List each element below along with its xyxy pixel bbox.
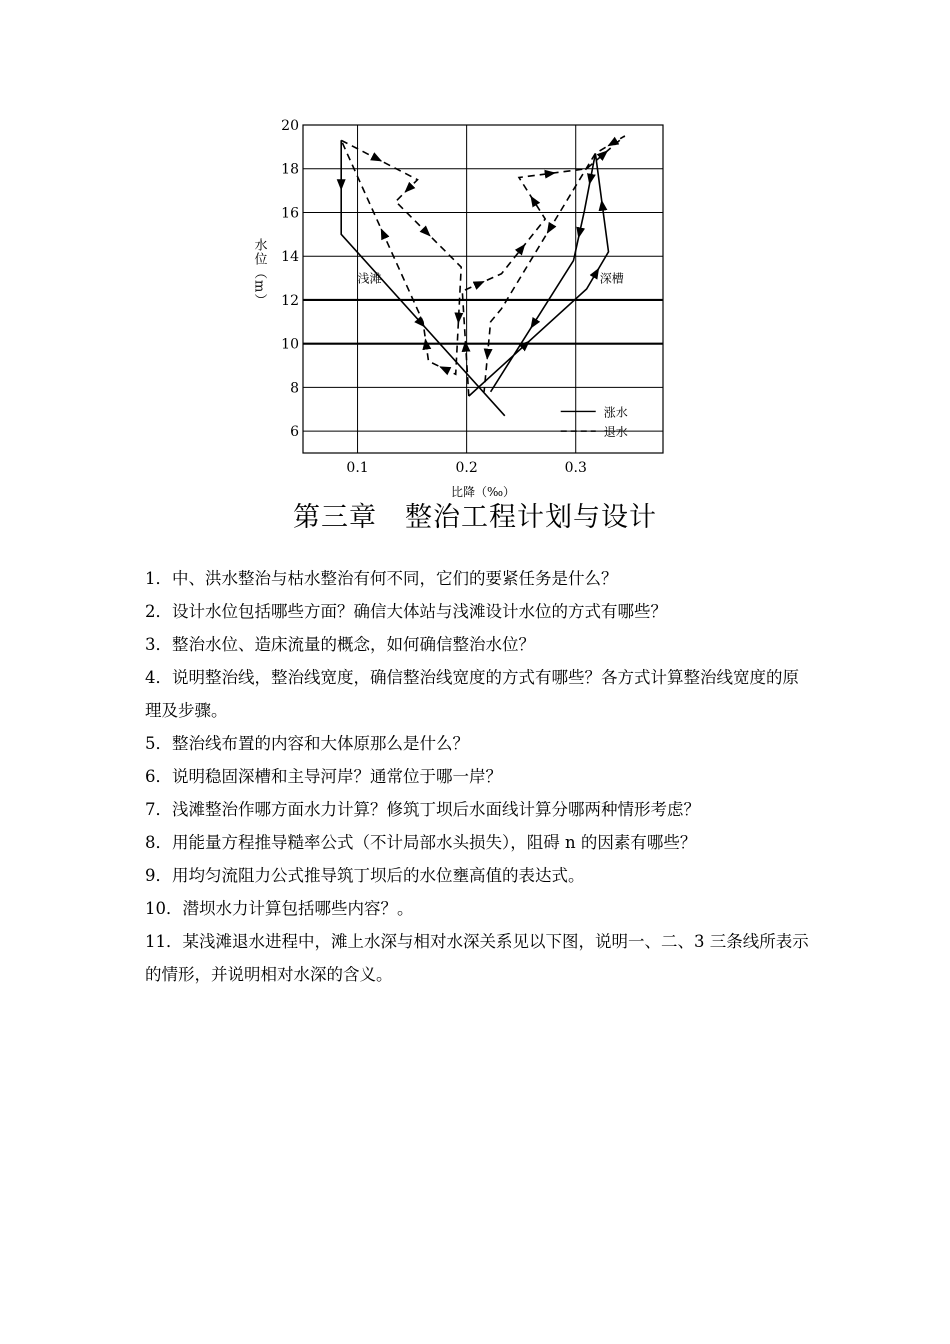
y-tick-label: 12 [281,292,299,309]
y-axis-label: 水位（m） [251,238,267,308]
legend [561,404,628,439]
legend-label-rising: 涨水 [603,405,628,420]
direction-arrow [531,197,535,204]
direction-arrow [487,351,488,359]
direction-arrow [579,230,581,238]
x-tick-label: 0.3 [564,460,587,476]
series-line-falling [341,140,461,374]
direction-arrow [476,282,483,285]
y-tick-label: 10 [281,336,299,353]
direction-arrow [424,230,430,236]
chapter-title: 第三章 整治工程计划与设计 [293,502,657,533]
question-item: 6．说明稳固深槽和主导河岸？通常位于哪一岸？ [145,767,502,786]
question-item: 11．某浅滩退水进程中，滩上水深与相对水深关系见以下图，说明一、二、3 三条线所表示的情形，并说明相对水深的含义。 [145,932,809,984]
y-tick-label: 14 [281,249,299,266]
direction-arrow [374,157,381,161]
direction-arrow [601,151,607,156]
x-tick-label: 0.1 [346,460,369,476]
question-item: 10．潜坝水力计算包括哪些内容？。 [145,899,414,918]
direction-arrow [608,142,615,146]
y-tick-label: 20 [281,118,299,134]
y-tick-label: 16 [281,205,299,222]
y-tick-label: 6 [290,424,299,441]
direction-arrow [595,269,599,276]
direction-arrow [547,226,551,233]
plot-frame [303,125,663,453]
question-item: 2．设计水位包括哪些方面？确信大体站与浅滩设计水位的方式有哪些？ [145,602,667,621]
annotation-shoal: 浅滩 [357,271,382,286]
x-axis-label: 比降（‰） [450,485,516,499]
direction-arrow [531,321,535,328]
direction-arrow [381,229,384,236]
question-item: 1．中、洪水整治与枯水整治有何不同，它们的要紧任务是什么？ [145,569,618,588]
stage-slope-chart [240,110,700,510]
question-item: 4．说明整治线，整治线宽度，确信整治线宽度的方式有哪些？各方式计算整治线宽度的原理及步骤。 [145,668,799,720]
direction-arrow [405,186,411,192]
legend-label-falling: 退水 [603,425,628,440]
question-item: 3．整治水位、造床流量的概念，如何确信整治水位？ [145,635,535,654]
direction-arrow [590,176,592,184]
direction-arrow [520,245,525,251]
y-tick-label: 18 [281,161,299,178]
question-list [145,562,815,991]
chart-svg [240,110,700,510]
direction-arrow [440,367,447,370]
y-tick-label: 8 [290,380,299,397]
series-line-rising [469,153,609,396]
question-item: 5．整治线布置的内容和大体原那么是什么？ [145,734,469,753]
question-item: 8．用能量方程推导糙率公式（不计局部水头损失），阻碍 n 的因素有哪些？ [145,833,697,852]
question-item: 9．用均匀流阻力公式推导筑丁坝后的水位壅高值的表达式。 [145,866,585,885]
question-item: 7．浅滩整治作哪方面水力计算？修筑丁坝后水面线计算分哪两种情形考虑？ [145,800,700,819]
x-tick-label: 0.2 [455,460,478,476]
annotation-trough: 深槽 [599,271,624,286]
